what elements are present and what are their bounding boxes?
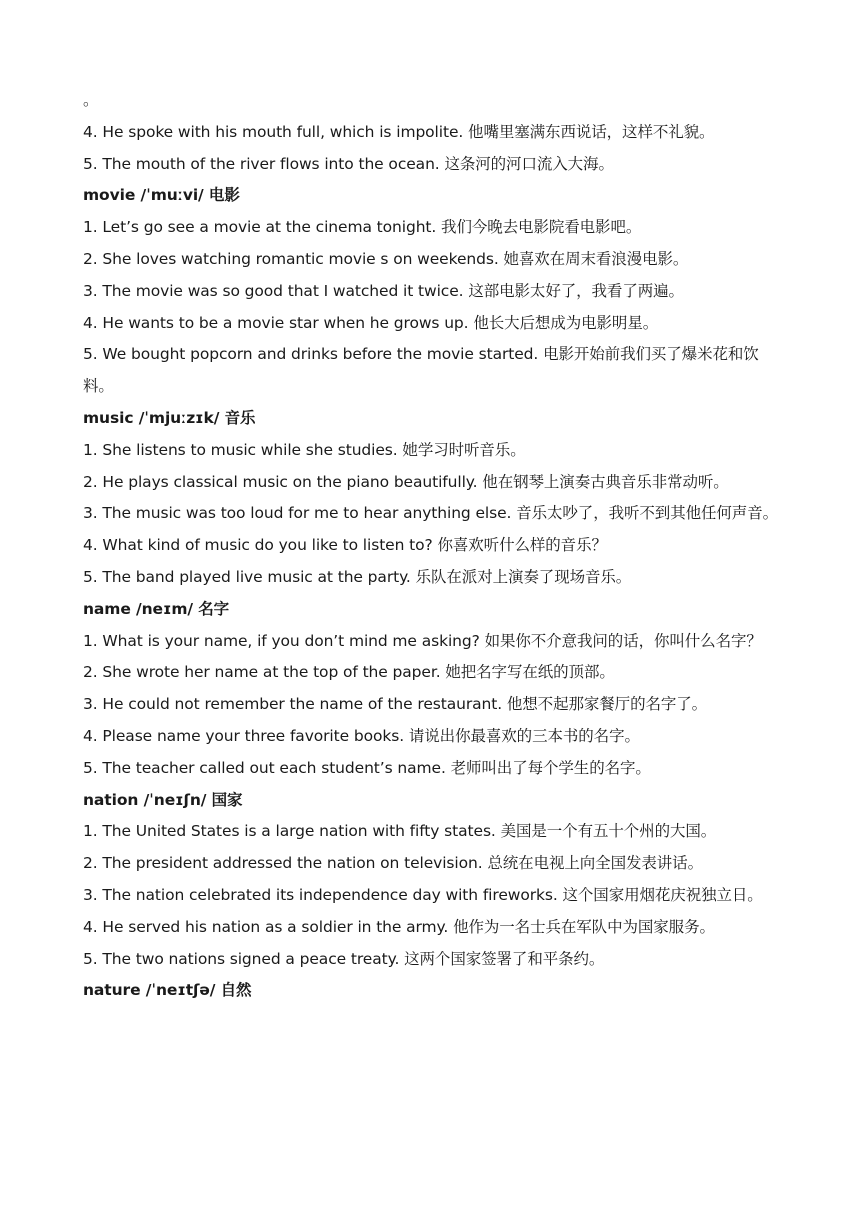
- example-sentence: 3. The music was too loud for me to hear anything else. 音乐太吵了，我听不到其他任何声音。: [83, 504, 779, 523]
- example-sentence: 4. He served his nation as a soldier in the army. 他作为一名士兵在军队中为国家服务。: [83, 917, 715, 936]
- example-sentence: 4. He wants to be a movie star when he grows up. 他长大后想成为电影明星。: [83, 313, 659, 332]
- example-sentence: 5. We bought popcorn and drinks before the movie started. 电影开始前我们买了爆米花和饮料。: [83, 345, 759, 396]
- example-sentence: 3. The nation celebrated its independence day with fireworks. 这个国家用烟花庆祝独立日。: [83, 885, 763, 904]
- example-sentence: 1. What is your name, if you don’t mind me asking? 如果你不介意我问的话，你叫什么名字？: [83, 631, 762, 650]
- text-line: 。: [83, 91, 99, 109]
- example-sentence: 5. The two nations signed a peace treaty. 这两个国家签署了和平条约。: [83, 949, 605, 968]
- example-sentence: 4. What kind of music do you like to listen to? 你喜欢听什么样的音乐？: [83, 536, 607, 555]
- vocab-entry-heading: name /neɪm/ 名字: [83, 599, 230, 618]
- example-sentence: 1. Let’s go see a movie at the cinema tonight. 我们今晚去电影院看电影吧。: [83, 218, 642, 237]
- example-sentence: 4. Please name your three favorite books. 请说出你最喜欢的三本书的名字。: [83, 726, 640, 745]
- example-sentence: 3. He could not remember the name of the restaurant. 他想不起那家餐厅的名字了。: [83, 695, 708, 714]
- example-sentence: 5. The mouth of the river flows into the ocean. 这条河的河口流入大海。: [83, 154, 614, 173]
- example-sentence: 4. He spoke with his mouth full, which is impolite. 他嘴里塞满东西说话，这样不礼貌。: [83, 122, 715, 141]
- example-sentence: 2. He plays classical music on the piano beautifully. 他在钢琴上演奏古典音乐非常动听。: [83, 472, 729, 491]
- example-sentence: 1. She listens to music while she studies. 她学习时听音乐。: [83, 440, 526, 459]
- example-sentence: 2. The president addressed the nation on television. 总统在电视上向全国发表讲话。: [83, 854, 703, 873]
- example-sentence: 1. The United States is a large nation with fifty states. 美国是一个有五十个州的大国。: [83, 822, 717, 841]
- vocab-entry-heading: music /ˈmjuːzɪk/ 音乐: [83, 408, 256, 427]
- document-page: [83, 85, 783, 1007]
- example-sentence: 2. She loves watching romantic movie s on weekends. 她喜欢在周末看浪漫电影。: [83, 249, 689, 268]
- example-sentence: 3. The movie was so good that I watched it twice. 这部电影太好了，我看了两遍。: [83, 281, 684, 300]
- example-sentence: 2. She wrote her name at the top of the paper. 她把名字写在纸的顶部。: [83, 663, 615, 682]
- vocab-entry-heading: nature /ˈneɪtʃə/ 自然: [83, 981, 252, 1000]
- example-sentence: 5. The teacher called out each student’s name. 老师叫出了每个学生的名字。: [83, 758, 651, 777]
- vocab-entry-heading: nation /ˈneɪʃn/ 国家: [83, 790, 243, 809]
- vocab-entry-heading: movie /ˈmuːvi/ 电影: [83, 186, 240, 205]
- example-sentence: 5. The band played live music at the party. 乐队在派对上演奏了现场音乐。: [83, 567, 632, 586]
